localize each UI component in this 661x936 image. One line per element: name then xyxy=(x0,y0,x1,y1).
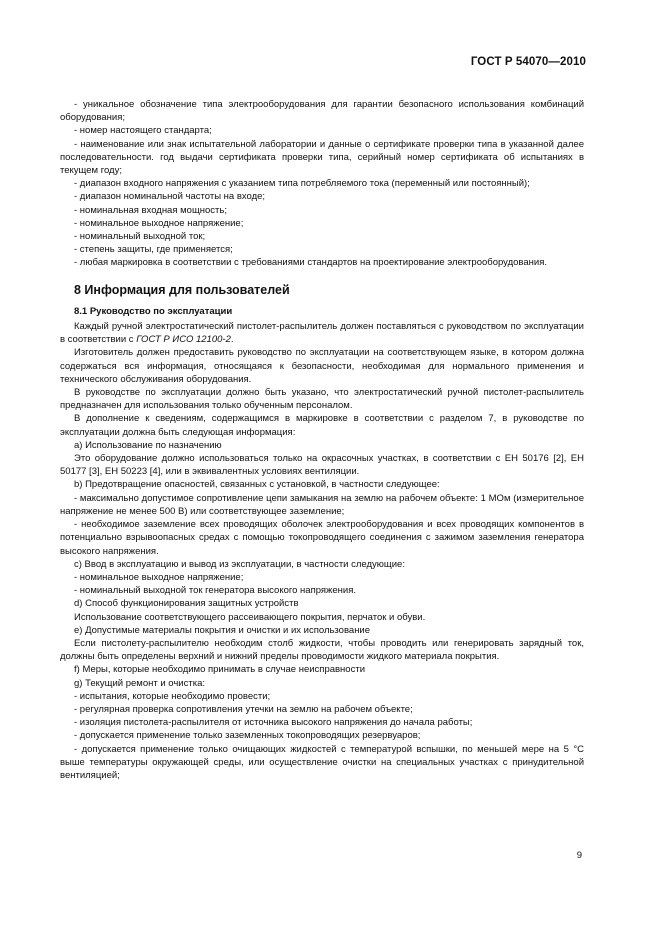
paragraph: - допускается применение только очищающих жидкостей с температурой вспышки, по меньшей мере на 5 °С выше температуры окружающей среды, или осуществление очистки на специальных участках с принудительной вентиляцией; xyxy=(60,743,584,781)
paragraph: - допускается применение только заземленных токопроводящих резервуаров; xyxy=(74,730,421,742)
list-item: - наименование или знак испытательной лаборатории и данные о сертификате проверки типа в указанной далее последовательности. год выдачи сертификата проверки типа, серийный номер сертификата об испытаниях в текущем году; xyxy=(60,138,584,177)
paragraph: d) Способ функционирования защитных устройств xyxy=(74,598,299,610)
page-number: 9 xyxy=(576,850,582,861)
paragraph xyxy=(60,320,584,346)
marking-list xyxy=(60,98,584,270)
paragraph: f) Меры, которые необходимо принимать в случае неисправности xyxy=(74,664,365,676)
standard-reference: ГОСТ Р ИСО 12100-2 xyxy=(136,334,231,346)
paragraph: - регулярная проверка сопротивления утечки на землю на рабочем объекте; xyxy=(74,703,413,715)
paragraph: а) Использование по назначению xyxy=(74,439,222,451)
list-item: - диапазон входного напряжения с указанием типа потребляемого тока (переменный или постоянный); xyxy=(74,178,530,190)
paragraph: Это оборудование должно использоваться только на окрасочных участках, в соответствии с ЕН 50176 [2], ЕН 50177 [3], ЕН 50223 [4], или в эквивалентных условиях вентиляции. xyxy=(60,453,584,478)
paragraph: - необходимое заземление всех проводящих оболочек электрооборудования и всех проводящих компонентов в потенциально взрывоопасных средах с помощью токопроводящего соединения с зажимом заземления генератора высокого напряжения. xyxy=(60,519,584,557)
document-header: ГОСТ Р 54070—2010 xyxy=(470,56,586,68)
paragraph: - номинальное выходное напряжение; xyxy=(74,571,244,583)
section-heading: 8 Информация для пользователей xyxy=(74,282,290,297)
list-item: - уникальное обозначение типа электрооборудования для гарантии безопасного использования комбинаций оборудования; xyxy=(60,99,584,124)
paragraph: - испытания, которые необходимо провести; xyxy=(74,690,271,702)
paragraph-end: . xyxy=(230,334,234,346)
list-item: - степень защиты, где применяется; xyxy=(74,244,233,256)
paragraph: В руководстве по эксплуатации должно быть указано, что электростатический ручной пистолет-распылитель предназначен для использования только обученным персоналом. xyxy=(60,387,584,412)
paragraph: e) Допустимые материалы покрытия и очистки и их использование xyxy=(74,624,371,636)
paragraph: Если пистолету-распылителю необходим столб жидкости, чтобы проводить или генерировать зарядный ток, должны быть определены верхний и нижний пределы проводимости жидкого материала покрытия. xyxy=(60,637,584,663)
paragraph: g) Текущий ремонт и очистка: xyxy=(74,677,206,689)
paragraph: - номинальный выходной ток генератора высокого напряжения. xyxy=(74,585,357,597)
subsection-heading: 8.1 Руководство по эксплуатации xyxy=(74,305,233,317)
list-item: - номинальная входная мощность; xyxy=(74,204,227,216)
paragraph: b) Предотвращение опасностей, связанных с установкой, в частности следующее: xyxy=(74,479,440,491)
paragraph: c) Ввод в эксплуатацию и вывод из эксплуатации, в частности следующие: xyxy=(74,558,405,570)
paragraph: Изготовитель должен предоставить руководство по эксплуатации на соответствующем языке, в котором должна содержаться вся информация, относящаяся к безопасности, необходимая для нормального применения и технического обслуживания оборудования. xyxy=(60,347,584,385)
paragraph: - максимально допустимое сопротивление цепи замыкания на землю на рабочем объекте: 1 МОм (измерительное напряжение не менее 500 В) или соответствующее заземление; xyxy=(60,492,584,517)
page-content xyxy=(60,98,584,782)
list-item: - номинальный выходной ток; xyxy=(74,231,206,243)
paragraph: Использование соответствующего рассеивающего покрытия, перчаток и обуви. xyxy=(74,611,426,623)
paragraph-text: Каждый ручной электростатический пистолет-распылитель должен поставляться с руководством по эксплуатации в соответствии с xyxy=(60,321,584,346)
list-item: - диапазон номинальной частоты на входе; xyxy=(74,191,266,203)
list-item: - любая маркировка в соответствии с требованиями стандартов на проектирование электрооборудования. xyxy=(74,257,547,269)
list-item: - номер настоящего стандарта; xyxy=(74,125,212,137)
list-item: - номинальное выходное напряжение; xyxy=(74,217,244,229)
paragraph: В дополнение к сведениям, содержащимся в маркировке в соответствии с разделом 7, в руководстве по эксплуатации должна быть следующая информация: xyxy=(60,413,584,438)
paragraph: - изоляция пистолета-распылителя от источника высокого напряжения до начала работы; xyxy=(74,717,473,729)
